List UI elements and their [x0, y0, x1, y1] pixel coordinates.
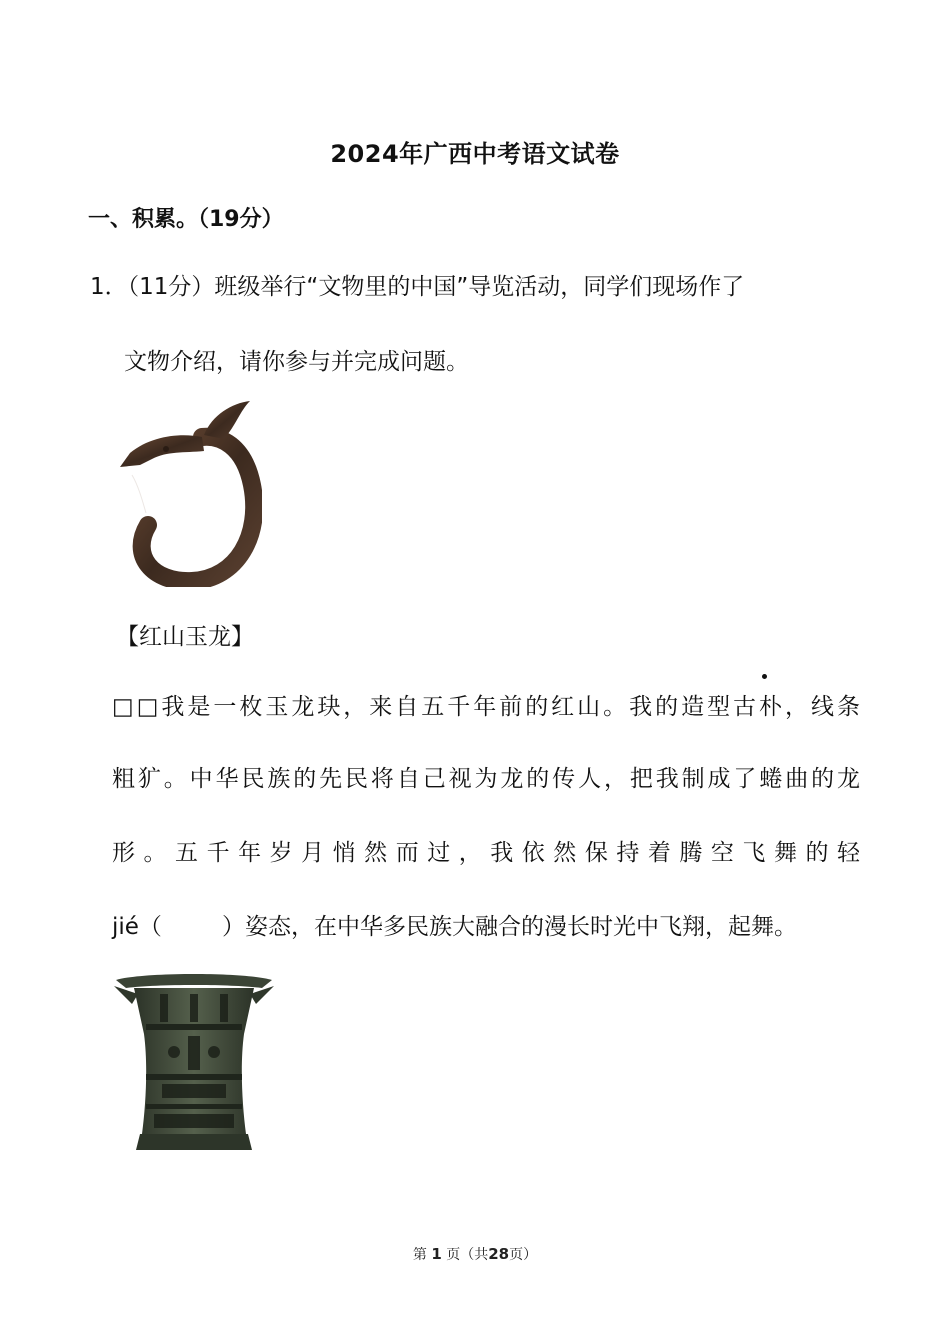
footer-suffix: 页）: [509, 1247, 538, 1263]
section-heading: 一、积累。（19分）: [88, 207, 284, 232]
bronze-zun-image: [112, 964, 276, 1158]
question-1-line-1: 1．（11分）班级举行“文物里的中国”导览活动，同学们现场作了: [90, 274, 745, 300]
page-footer: [0, 1244, 950, 1264]
emphasis-dot: [762, 674, 767, 679]
paragraph-line-4: [112, 908, 860, 941]
jade-dragon-heading: 【红山玉龙】: [116, 624, 254, 650]
pinyin-prefix: jié（: [112, 914, 162, 940]
footer-prefix: 第: [412, 1247, 427, 1263]
paragraph-line-2: 粗犷。中华民族的先民将自己视为龙的传人，把我制成了蜷曲的龙: [112, 766, 860, 792]
paragraph-line-3: 形。五千年岁月悄然而过，我依然保持着腾空飞舞的轻: [112, 840, 860, 866]
footer-page-number: 1: [431, 1245, 442, 1263]
question-1-line-2: 文物介绍，请你参与并完成问题。: [124, 349, 469, 375]
paragraph-line-1: □□我是一枚玉龙玦，来自五千年前的红山。我的造型古朴，线条: [112, 694, 860, 720]
footer-middle: 页（共: [446, 1247, 489, 1263]
footer-total-pages: 28: [488, 1245, 510, 1263]
page-title: 2024年广西中考语文试卷: [330, 140, 620, 168]
jade-dragon-image: [112, 395, 262, 587]
paragraph-line-4-rest: ）姿态，在中华多民族大融合的漫长时光中飞翔，起舞。: [221, 914, 797, 940]
